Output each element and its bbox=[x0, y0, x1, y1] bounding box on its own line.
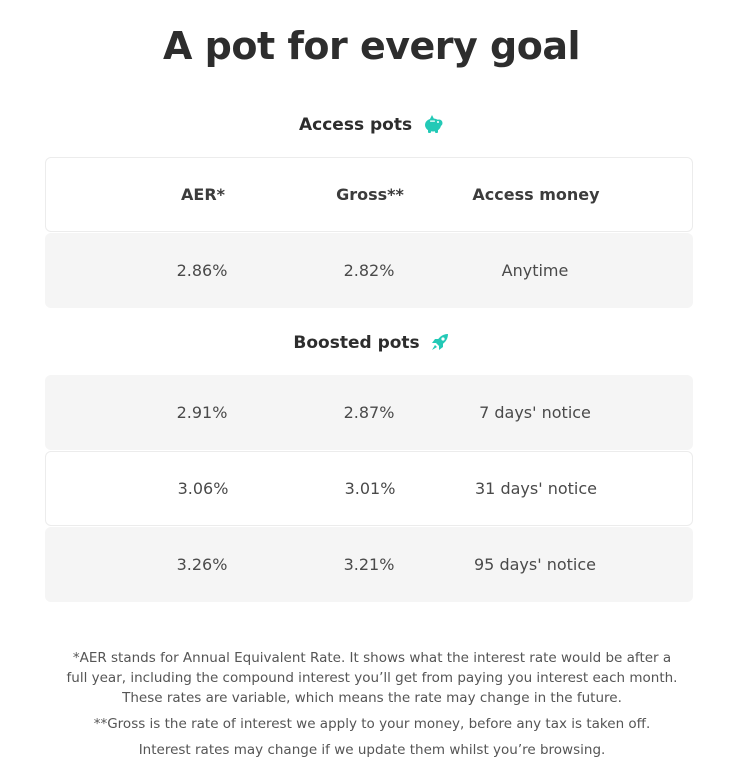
access-pots-heading-label: Access pots bbox=[298, 115, 413, 135]
access-value: 95 days' notice bbox=[474, 555, 596, 574]
access-value: Anytime bbox=[501, 261, 569, 280]
aer-value: 2.86% bbox=[176, 261, 228, 280]
table-row bbox=[45, 527, 693, 602]
table-header-row bbox=[45, 157, 693, 232]
rates-footnote: Interest rates may change if we update them whilst you’re browsing. bbox=[138, 742, 606, 758]
boosted-pots-heading bbox=[0, 332, 743, 357]
piggy-bank-icon bbox=[422, 114, 444, 139]
aer-value: 3.06% bbox=[177, 479, 229, 498]
access-value: 31 days' notice bbox=[475, 479, 597, 498]
gross-value: 2.82% bbox=[343, 261, 395, 280]
gross-value: 3.21% bbox=[343, 555, 395, 574]
gross-value: 2.87% bbox=[343, 403, 395, 422]
aer-footnote: *AER stands for Annual Equivalent Rate. It shows what the interest rate would be after a full year, including the compound interest you’ll get from paying you interest each month. These rates are variable, which means the rate may change in the future. bbox=[66, 650, 678, 706]
access-money-column-header: Access money bbox=[472, 185, 600, 204]
table-row bbox=[45, 375, 693, 450]
gross-value: 3.01% bbox=[344, 479, 396, 498]
aer-value: 3.26% bbox=[176, 555, 228, 574]
gross-column-header: Gross** bbox=[336, 185, 404, 204]
access-pots-heading bbox=[0, 114, 743, 139]
access-value: 7 days' notice bbox=[479, 403, 591, 422]
rocket-icon bbox=[430, 332, 450, 357]
footnotes bbox=[62, 648, 682, 766]
aer-value: 2.91% bbox=[176, 403, 228, 422]
gross-footnote: **Gross is the rate of interest we apply to your money, before any tax is taken off. bbox=[93, 716, 651, 732]
aer-column-header: AER* bbox=[181, 185, 225, 204]
page-title: A pot for every goal bbox=[163, 24, 580, 68]
table-row bbox=[45, 451, 693, 526]
table-row bbox=[45, 233, 693, 308]
boosted-pots-heading-label: Boosted pots bbox=[293, 333, 420, 353]
